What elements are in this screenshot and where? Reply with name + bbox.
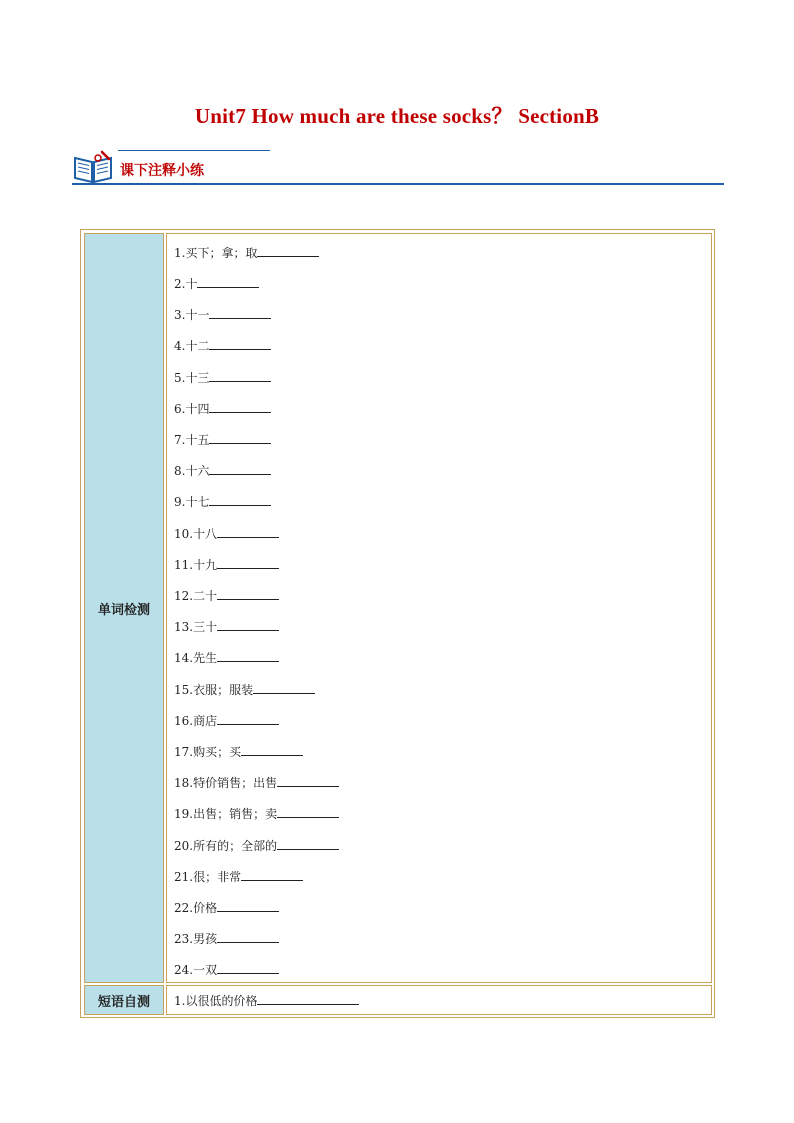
answer-blank[interactable]	[209, 306, 271, 319]
answer-blank[interactable]	[257, 992, 359, 1005]
answer-blank[interactable]	[277, 805, 339, 818]
answer-blank[interactable]	[209, 493, 271, 506]
list-item: 18.特价销售；出售	[174, 774, 339, 791]
answer-blank[interactable]	[209, 400, 271, 413]
answer-blank[interactable]	[217, 649, 279, 662]
list-item: 6.十四	[174, 400, 271, 417]
answer-blank[interactable]	[217, 899, 279, 912]
list-item: 4.十二	[174, 337, 271, 354]
list-item: 2.十	[174, 275, 259, 292]
list-item: 11.十九	[174, 556, 279, 573]
book-icon	[72, 150, 114, 184]
exercise-table	[80, 229, 715, 1018]
answer-blank[interactable]	[217, 587, 279, 600]
list-item: 21.很；非常	[174, 868, 303, 885]
header-short-line	[118, 150, 270, 151]
list-item: 1.以很低的价格	[174, 992, 359, 1009]
list-item: 15.衣服；服装	[174, 681, 315, 698]
list-item: 9.十七	[174, 493, 271, 510]
answer-blank[interactable]	[241, 743, 303, 756]
row-label-text: 单词检测	[97, 602, 150, 618]
row-label-phrase-check	[84, 985, 164, 1015]
list-item: 16.商店	[174, 712, 279, 729]
list-item: 10.十八	[174, 525, 279, 542]
answer-blank[interactable]	[277, 837, 339, 850]
word-check-cell	[166, 233, 712, 983]
answer-blank[interactable]	[209, 369, 271, 382]
list-item: 3.十一	[174, 306, 271, 323]
answer-blank[interactable]	[241, 868, 303, 881]
answer-blank[interactable]	[217, 556, 279, 569]
answer-blank[interactable]	[217, 930, 279, 943]
list-item: 13.三十	[174, 618, 279, 635]
section-header	[72, 146, 724, 188]
list-item: 22.价格	[174, 899, 279, 916]
answer-blank[interactable]	[209, 337, 271, 350]
answer-blank[interactable]	[197, 275, 259, 288]
list-item: 17.购买；买	[174, 743, 303, 760]
answer-blank[interactable]	[209, 462, 271, 475]
list-item: 8.十六	[174, 462, 271, 479]
answer-blank[interactable]	[217, 618, 279, 631]
phrase-check-cell	[166, 985, 712, 1015]
section-label: 课下注释小练	[120, 163, 204, 179]
document-title: Unit7 How much are these socks？ SectionB	[194, 104, 600, 128]
header-rule	[72, 183, 724, 185]
list-item: 19.出售；销售；卖	[174, 805, 339, 822]
row-label-word-check	[84, 233, 164, 983]
answer-blank[interactable]	[257, 244, 319, 257]
list-item: 1.买下；拿；取	[174, 244, 319, 261]
answer-blank[interactable]	[217, 712, 279, 725]
list-item: 7.十五	[174, 431, 271, 448]
list-item: 23.男孩	[174, 930, 279, 947]
list-item: 24.一双	[174, 961, 279, 978]
list-item: 12.二十	[174, 587, 279, 604]
list-item: 20.所有的；全部的	[174, 837, 339, 854]
answer-blank[interactable]	[253, 681, 315, 694]
answer-blank[interactable]	[217, 525, 279, 538]
answer-blank[interactable]	[277, 774, 339, 787]
list-item: 14.先生	[174, 649, 279, 666]
answer-blank[interactable]	[209, 431, 271, 444]
list-item: 5.十三	[174, 369, 271, 386]
answer-blank[interactable]	[217, 961, 279, 974]
row-label-text: 短语自测	[97, 994, 150, 1010]
